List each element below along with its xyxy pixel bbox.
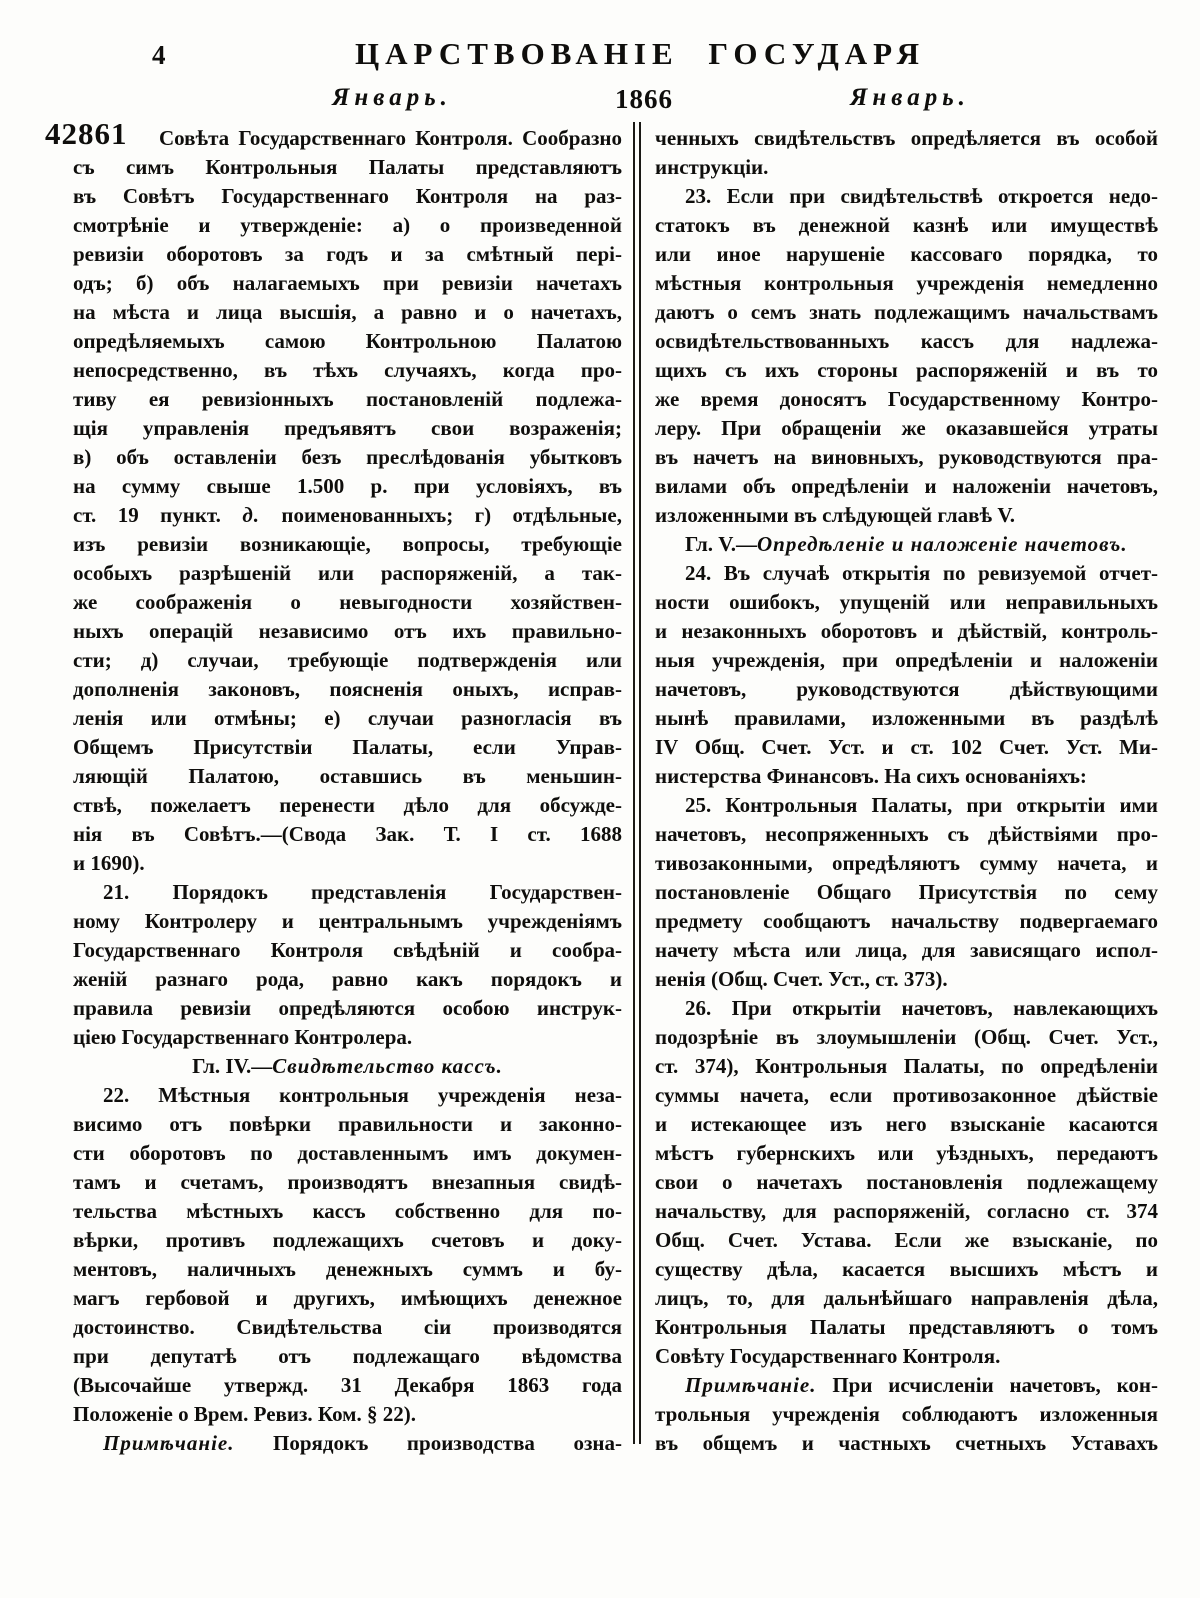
text-line [73,994,622,1023]
plain-text: 23. Если при свидѣтельствѣ откроется недо- [685,184,1158,208]
plain-text: магъ гербовой и другихъ, имѣющихъ денежное [73,1286,622,1310]
plain-text: же время доносятъ Государственному Контро- [655,387,1158,411]
plain-text: Государственнаго Контроля свѣдѣній и сообра- [73,938,622,962]
text-line [655,878,1158,907]
plain-text: изложенными въ слѣдующей главѣ V. [655,503,1016,527]
plain-text: Контрольныя Палаты представляютъ о томъ [655,1315,1158,1339]
plain-text: щихъ съ ихъ стороны распоряженій и въ то [655,358,1158,382]
plain-text: въ общемъ и частныхъ счетныхъ Уставахъ [655,1431,1158,1455]
plain-text: мѣстъ губернскихъ или уѣздныхъ, передаютъ [655,1141,1158,1165]
text-line [655,559,1158,588]
plain-text: мѣстныя контрольныя учрежденія немедленно [655,271,1158,295]
text-line [655,1429,1158,1458]
text-line [73,385,622,414]
text-line [655,1081,1158,1110]
text-line [73,240,622,269]
text-line [73,1139,622,1168]
text-column-left [45,116,623,1458]
text-line [73,530,622,559]
text-line [73,1197,622,1226]
plain-text: даютъ о семъ знать подлежащимъ начальствамъ [655,300,1158,324]
text-line [655,182,1158,211]
text-line [655,1052,1158,1081]
text-line [655,472,1158,501]
plain-text: или иное нарушеніе кассоваго порядка, то [655,242,1158,266]
text-line [73,617,622,646]
plain-text: въ начетъ на виновныхъ, руководствуются пра- [655,445,1158,469]
plain-text: Порядокъ производства озна- [234,1431,622,1455]
text-line [655,994,1158,1023]
text-line [655,588,1158,617]
plain-text: тельства мѣстныхъ кассъ собственно для по- [73,1199,622,1223]
text-line [73,791,622,820]
text-line [73,820,622,849]
text-line [655,1313,1158,1342]
text-line [73,1255,622,1284]
text-line [655,617,1158,646]
plain-text: ненія (Общ. Счет. Уст., ст. 373). [655,967,948,991]
plain-text: Положеніе о Врем. Ревиз. Ком. § 22). [73,1402,416,1426]
italic-text: Примѣчаніе. [685,1373,817,1397]
plain-text: вилами объ опредѣленіи и наложеніи начетовъ, [655,474,1158,498]
text-line [655,443,1158,472]
text-line [73,1371,622,1400]
italic-text: Свидѣтельство кассъ. [272,1054,503,1078]
plain-text: поименованныхъ; г) отдѣльные, [260,503,623,527]
plain-text: трольныя учрежденія соблюдаютъ изложенныя [655,1402,1158,1426]
plain-text: опредѣляемыхъ самою Контрольною Палатою [73,329,622,353]
plain-text: начетовъ, несопряженныхъ съ дѣйствіями про- [655,822,1158,846]
plain-text: суммы начета, если противозаконное дѣйствіе [655,1083,1158,1107]
text-line [655,704,1158,733]
plain-text: тиву ея ревизіонныхъ постановленій подлежа- [73,387,622,411]
plain-text: тивозаконными, опредѣляютъ сумму начета, и [655,851,1158,875]
plain-text: нынѣ правилами, изложенными въ раздѣлѣ [655,706,1158,730]
plain-text: ленія или отмѣны; е) случаи разногласія въ [73,706,622,730]
plain-text: съ симъ Контрольныя Палаты представляютъ [73,155,622,179]
plain-text: ному Контролеру и центральнымъ учрежденіямъ [73,909,622,933]
plain-text: 22. Мѣстныя контрольныя учрежденія неза- [103,1083,622,1107]
text-line [73,501,622,530]
text-line [655,269,1158,298]
text-line [73,588,622,617]
running-head-month-right: Январь. [850,84,970,111]
plain-text: на сумму свыше 1.500 р. при условіяхъ, въ [73,474,622,498]
text-line [655,1226,1158,1255]
plain-text: инструкціи. [655,155,769,179]
text-line [73,1284,622,1313]
text-line [655,733,1158,762]
text-line [655,965,1158,994]
text-line [73,1226,622,1255]
column-divider-rule [633,122,641,1444]
text-line [73,1400,622,1429]
plain-text: подозрѣніе въ злоумышленіи (Общ. Счет. Уст., [655,1025,1158,1049]
text-line [655,1197,1158,1226]
text-line [73,762,622,791]
text-line [73,1110,622,1139]
text-line [655,1110,1158,1139]
text-line [73,965,622,994]
text-line [655,646,1158,675]
plain-text: лицъ, то, для дальнѣйшаго направленія дѣла, [655,1286,1158,1310]
text-line [73,1313,622,1342]
text-line [45,116,622,153]
plain-text: начетовъ, руководствуются дѣйствующими [655,677,1158,701]
text-line [73,327,622,356]
text-line [73,414,622,443]
text-line [73,1081,622,1110]
text-line [655,414,1158,443]
text-line [655,1023,1158,1052]
page-title: ЦАРСТВОВАНІЕ ГОСУДАРЯ [355,36,925,71]
section-heading [73,1052,622,1081]
text-line [655,1342,1158,1371]
text-line [655,1400,1158,1429]
text-line [655,1284,1158,1313]
plain-text: 26. При открытіи начетовъ, навлекающихъ [685,996,1158,1020]
italic-text: Примѣчаніе. [103,1431,235,1455]
text-line [73,1168,622,1197]
text-line [655,762,1158,791]
text-line [655,675,1158,704]
text-line [73,153,622,182]
plain-text: в) объ оставленіи безъ преслѣдованія убытковъ [73,445,622,469]
text-line [73,1023,622,1052]
plain-text: начету мѣста или лица, для зависящаго испол- [655,938,1158,962]
plain-text: и незаконныхъ оборотовъ и дѣйствій, контроль- [655,619,1158,643]
plain-text: Общ. Счет. Устава. Если же взысканіе, по [655,1228,1158,1252]
text-line [73,1429,622,1458]
italic-text: д. [242,503,261,527]
text-line [655,356,1158,385]
plain-text: Совѣта Государственнаго Контроля. Сообразно [159,126,622,150]
plain-text: При исчисленіи начетовъ, кон- [816,1373,1158,1397]
text-column-right [655,124,1158,1458]
plain-text: щія управленія предъявятъ свои возраженія; [73,416,622,440]
plain-text: 24. Въ случаѣ открытія по ревизуемой отчет- [685,561,1158,585]
plain-text: Совѣту Государственнаго Контроля. [655,1344,1001,1368]
plain-text: Гл. V.— [685,532,757,556]
plain-text: въ Совѣтъ Государственнаго Контроля на раз- [73,184,622,208]
plain-text: освидѣтельствованныхъ кассъ для надлежа- [655,329,1158,353]
plain-text: и истекающее изъ него взысканіе касаются [655,1112,1158,1136]
plain-text: на мѣста и лица высшія, а равно и о начетахъ, [73,300,622,324]
text-line [655,936,1158,965]
plain-text: изъ ревизіи возникающіе, вопросы, требующіе [73,532,622,556]
text-line [73,733,622,762]
plain-text: висимо отъ повѣрки правильности и законно- [73,1112,622,1136]
plain-text: ст. 19 пункт. [73,503,243,527]
plain-text: IV Общ. Счет. Уст. и ст. 102 Счет. Уст. Ми- [655,735,1158,759]
text-line [73,211,622,240]
text-line [655,791,1158,820]
text-line [73,356,622,385]
plain-text: сти; д) случаи, требующіе подтвержденія или [73,648,622,672]
text-line [73,298,622,327]
text-line [73,907,622,936]
plain-text: вѣрки, противъ подлежащихъ счетовъ и доку- [73,1228,622,1252]
plain-text: начальству, для распоряженій, согласно ст. 374 [655,1199,1158,1223]
text-line [655,385,1158,414]
text-line [73,472,622,501]
text-line [73,878,622,907]
running-head-year: 1866 [615,84,673,114]
text-line [655,211,1158,240]
plain-text: ст. 374), Контрольныя Палаты, по опредѣленіи [655,1054,1158,1078]
text-line [73,443,622,472]
text-line [655,153,1158,182]
text-line [73,646,622,675]
plain-text: ляющій Палатою, оставшись въ меньшин- [73,764,622,788]
plain-text: дополненія законовъ, поясненія оныхъ, исправ- [73,677,622,701]
text-line [73,1342,622,1371]
section-heading [655,530,1158,559]
plain-text: ревизіи оборотовъ за годъ и за смѣтный пері- [73,242,622,266]
plain-text: нистерства Финансовъ. На сихъ основаніяхъ: [655,764,1087,788]
text-line [655,1255,1158,1284]
plain-text: сти оборотовъ по доставленнымъ имъ докумен- [73,1141,622,1165]
text-line [655,820,1158,849]
plain-text: достоинство. Свидѣтельства сіи производятся [73,1315,622,1339]
text-line [73,704,622,733]
text-line [655,1139,1158,1168]
plain-text: смотрѣніе и утвержденіе: а) о произведенной [73,213,622,237]
text-line [73,675,622,704]
text-line [73,936,622,965]
plain-text: 21. Порядокъ представленія Государствен- [103,880,622,904]
plain-text: женій разнаго рода, равно какъ порядокъ и [73,967,622,991]
text-line [655,327,1158,356]
text-line [73,182,622,211]
plain-text: ныхъ операцій независимо отъ ихъ правильно- [73,619,622,643]
plain-text: ментовъ, наличныхъ денежныхъ суммъ и бу- [73,1257,622,1281]
plain-text: ченныхъ свидѣтельствъ опредѣляется въ особой [655,126,1158,150]
plain-text: ности ошибокъ, упущеній или неправильныхъ [655,590,1158,614]
plain-text: непосредственно, въ тѣхъ случаяхъ, когда про- [73,358,622,382]
plain-text: свои о начетахъ постановленія подлежащему [655,1170,1158,1194]
plain-text: ныя учрежденія, при опредѣленіи и наложеніи [655,648,1158,672]
doc-number: 42861 [45,116,128,151]
text-line [73,559,622,588]
plain-text: же соображенія о невыгодности хозяйствен- [73,590,622,614]
plain-text: тамъ и счетамъ, производятъ внезапныя свидѣ- [73,1170,622,1194]
plain-text: Гл. IV.— [192,1054,273,1078]
plain-text: ствѣ, пожелаетъ перенести дѣло для обсужде- [73,793,622,817]
plain-text: существу дѣла, касается высшихъ мѣстъ и [655,1257,1158,1281]
text-line [655,298,1158,327]
plain-text: постановленіе Общаго Присутствія по сему [655,880,1158,904]
plain-text: одъ; б) объ налагаемыхъ при ревизіи начетахъ [73,271,622,295]
text-line [655,124,1158,153]
plain-text: статокъ въ денежной казнѣ или имуществѣ [655,213,1158,237]
text-line [655,1168,1158,1197]
text-line [655,240,1158,269]
plain-text: леру. При обращеніи же оказавшейся утраты [655,416,1158,440]
running-head-month-left: Январь. [332,84,452,111]
text-line [655,849,1158,878]
text-line [655,501,1158,530]
plain-text: и 1690). [73,851,145,875]
page-number: 4 [152,40,166,70]
plain-text: при депутатѣ отъ подлежащаго вѣдомства [73,1344,622,1368]
plain-text: ціею Государственнаго Контролера. [73,1025,413,1049]
plain-text: предмету сообщаютъ начальству подвергаемаго [655,909,1158,933]
plain-text: правила ревизіи опредѣляются особою инструк- [73,996,622,1020]
text-line [73,269,622,298]
plain-text: Общемъ Присутствіи Палаты, если Управ- [73,735,622,759]
text-line [655,1371,1158,1400]
italic-text: Опредѣленіе и наложеніе начетовъ. [756,532,1128,556]
plain-text: нія въ Совѣтъ.—(Свода Зак. Т. I ст. 1688 [73,822,622,846]
plain-text: (Высочайше утвержд. 31 Декабря 1863 года [73,1373,622,1397]
plain-text: 25. Контрольныя Палаты, при открытіи ими [685,793,1158,817]
text-line [73,849,622,878]
text-line [655,907,1158,936]
plain-text: особыхъ разрѣшеній или распоряженій, а так- [73,561,622,585]
